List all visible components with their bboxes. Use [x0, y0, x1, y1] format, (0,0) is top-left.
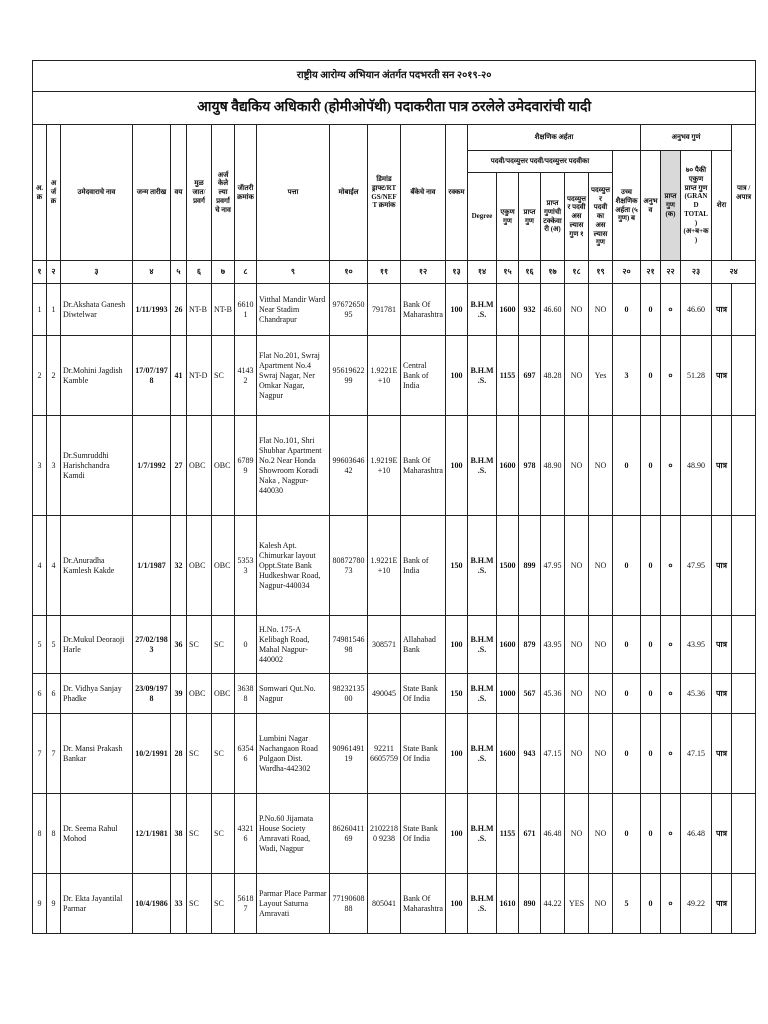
cell-degree: B.H.M.S. [468, 516, 497, 616]
cell-eligible: पात्र [712, 336, 732, 416]
cell-eligible: पात्र [712, 874, 732, 934]
cell-obtained: 899 [519, 516, 541, 616]
cell-fee: 100 [446, 794, 468, 874]
cell-sr: 5 [33, 616, 47, 674]
column-number: ५ [171, 261, 187, 284]
cell-age: 36 [171, 616, 187, 674]
column-number: ४ [133, 261, 171, 284]
header-fee: रक्कम [446, 125, 468, 261]
table-row [33, 794, 756, 874]
cell-grand: 49.22 [681, 874, 712, 934]
cell-receipt: 66101 [235, 284, 257, 336]
cell-higher: 0 [613, 284, 641, 336]
header-pg-group: पदवी/पदव्युत्तर पदवी/पदव्युत्तर पदवीका [468, 151, 613, 173]
cell-grand: 51.28 [681, 336, 712, 416]
cell-degree: B.H.M.S. [468, 416, 497, 516]
cell-eligible: पात्र [712, 714, 732, 794]
cell-name: Dr. Vidhya Sanjay Phadke [61, 674, 133, 714]
cell-dd: 805041 [368, 874, 401, 934]
cell-app: 5 [47, 616, 61, 674]
cell-bank: State Bank Of India [401, 794, 446, 874]
cell-sr: 8 [33, 794, 47, 874]
cell-receipt: 43216 [235, 794, 257, 874]
cell-address: Vitthal Mandir Ward Near Stadim Chandrapur [257, 284, 330, 336]
cell-pct: 47.15 [541, 714, 565, 794]
cell-higher: 0 [613, 416, 641, 516]
cell-remarks [732, 674, 756, 714]
cell-higher: 0 [613, 794, 641, 874]
cell-pgd: NO [589, 674, 613, 714]
cell-age: 38 [171, 794, 187, 874]
header-sr: अ. क्र [33, 125, 47, 261]
cell-category: OBC [212, 674, 235, 714]
cell-dob: 10/2/1991 [133, 714, 171, 794]
cell-receipt: 67899 [235, 416, 257, 516]
cell-dob: 1/1/1987 [133, 516, 171, 616]
cell-app: 8 [47, 794, 61, 874]
cell-obtained: 943 [519, 714, 541, 794]
column-number: १० [330, 261, 368, 284]
cell-exp: 0 [641, 794, 661, 874]
cell-fee: 100 [446, 616, 468, 674]
cell-sr: 6 [33, 674, 47, 714]
cell-pg: NO [565, 616, 589, 674]
cell-higher: 5 [613, 874, 641, 934]
column-number: ११ [368, 261, 401, 284]
header-age: वय [171, 125, 187, 261]
cell-grand: 43.95 [681, 616, 712, 674]
cell-category: SC [212, 714, 235, 794]
cell-pg: NO [565, 416, 589, 516]
cell-receipt: 53533 [235, 516, 257, 616]
cell-pgd: Yes [589, 336, 613, 416]
cell-dd: 1.9221E+10 [368, 336, 401, 416]
cell-fee: 150 [446, 516, 468, 616]
cell-exp: 0 [641, 336, 661, 416]
cell-age: 41 [171, 336, 187, 416]
cell-sr: 2 [33, 336, 47, 416]
column-number: २१ [641, 261, 661, 284]
cell-address: Kalesh Apt. Chimurkar layout Oppt.State Bank Hudkeshwar Road, Nagpur-440034 [257, 516, 330, 616]
header-percentage: प्राप्त गुणांची टक्केवारी (अ) [541, 173, 565, 261]
cell-total: 1600 [497, 616, 519, 674]
cell-exp: 0 [641, 516, 661, 616]
cell-pgd: NO [589, 516, 613, 616]
table-row [33, 336, 756, 416]
cell-pgd: NO [589, 794, 613, 874]
cell-obtained: 671 [519, 794, 541, 874]
cell-sr: 4 [33, 516, 47, 616]
cell-bank: State Bank Of India [401, 714, 446, 794]
cell-fee: 100 [446, 714, 468, 794]
cell-pg: NO [565, 674, 589, 714]
cell-expm: ० [661, 516, 681, 616]
cell-category: SC [212, 794, 235, 874]
cell-address: Flat No.201, Swraj Apartment No.4 Swraj Nagar, Ner Omkar Nagar, Nagpur [257, 336, 330, 416]
cell-higher: 0 [613, 714, 641, 794]
header-address: पत्ता [257, 125, 330, 261]
cell-caste: NT-D [187, 336, 212, 416]
table-row [33, 516, 756, 616]
header-degree: Degree [468, 173, 497, 261]
cell-caste: NT-B [187, 284, 212, 336]
cell-dd: 21022180 9238 [368, 794, 401, 874]
table-row [33, 416, 756, 516]
cell-fee: 150 [446, 674, 468, 714]
cell-dd: 1.9221E+10 [368, 516, 401, 616]
cell-expm: ० [661, 674, 681, 714]
cell-dob: 27/02/1983 [133, 616, 171, 674]
cell-age: 33 [171, 874, 187, 934]
cell-sr: 7 [33, 714, 47, 794]
cell-eligible: पात्र [712, 674, 732, 714]
cell-mobile: 9561962299 [330, 336, 368, 416]
header-grand-total: ७० पैकी एकुण प्राप्त गुण (GRAND TOTAL) (अ+ब+क) [681, 151, 712, 261]
column-number-row [33, 261, 756, 284]
table-row [33, 674, 756, 714]
cell-degree: B.H.M.S. [468, 714, 497, 794]
cell-obtained: 697 [519, 336, 541, 416]
cell-pg: NO [565, 336, 589, 416]
cell-exp: 0 [641, 714, 661, 794]
cell-dob: 12/1/1981 [133, 794, 171, 874]
cell-obtained: 567 [519, 674, 541, 714]
cell-pct: 46.60 [541, 284, 565, 336]
header-eligible: पात्र /अपात्र [732, 125, 756, 261]
cell-name: Dr. Mansi Prakash Bankar [61, 714, 133, 794]
column-number: ८ [235, 261, 257, 284]
cell-address: Somwari Qut.No. Nagpur [257, 674, 330, 714]
column-number: १४ [468, 261, 497, 284]
cell-degree: B.H.M.S. [468, 336, 497, 416]
cell-pg: YES [565, 874, 589, 934]
cell-caste: OBC [187, 416, 212, 516]
cell-pct: 48.28 [541, 336, 565, 416]
cell-bank: Allahabad Bank [401, 616, 446, 674]
cell-caste: SC [187, 714, 212, 794]
cell-eligible: पात्र [712, 616, 732, 674]
cell-total: 1500 [497, 516, 519, 616]
cell-mobile: 7498154698 [330, 616, 368, 674]
cell-grand: 48.90 [681, 416, 712, 516]
cell-expm: ० [661, 714, 681, 794]
document-title: राष्ट्रीय आरोग्य अभियान अंतर्गत पदभरती सन २०१९-२० [33, 61, 756, 92]
cell-higher: 3 [613, 336, 641, 416]
candidate-list-table [32, 60, 756, 934]
cell-receipt: 0 [235, 616, 257, 674]
cell-obtained: 932 [519, 284, 541, 336]
cell-remarks [732, 874, 756, 934]
cell-grand: 46.48 [681, 794, 712, 874]
cell-dob: 23/09/1978 [133, 674, 171, 714]
cell-remarks [732, 794, 756, 874]
cell-app: 7 [47, 714, 61, 794]
cell-sr: 1 [33, 284, 47, 336]
cell-grand: 47.95 [681, 516, 712, 616]
cell-total: 1600 [497, 416, 519, 516]
header-total-marks: एकुण गुण [497, 173, 519, 261]
header-receipt: जॅातरी क्रमांक [235, 125, 257, 261]
cell-expm: ० [661, 616, 681, 674]
cell-total: 1000 [497, 674, 519, 714]
column-number: १ [33, 261, 47, 284]
cell-caste: OBC [187, 516, 212, 616]
cell-degree: B.H.M.S. [468, 284, 497, 336]
cell-pg: NO [565, 284, 589, 336]
cell-total: 1155 [497, 794, 519, 874]
header-dd: डिमांड ड्राफ्ट/RTGS/NEFT क्रमांक [368, 125, 401, 261]
cell-name: Dr.Mohini Jagdish Kamble [61, 336, 133, 416]
header-pg-degree: पदव्युत्तर पदवी असल्यास गुण १ [565, 173, 589, 261]
cell-app: 1 [47, 284, 61, 336]
cell-pct: 47.95 [541, 516, 565, 616]
cell-category: OBC [212, 516, 235, 616]
cell-higher: 0 [613, 616, 641, 674]
header-dob: जन्म तारीख [133, 125, 171, 261]
cell-expm: ० [661, 416, 681, 516]
cell-total: 1155 [497, 336, 519, 416]
cell-total: 1600 [497, 284, 519, 336]
cell-address: Flat No.101, Shri Shubhar Apartment No.2 Near Honda Showroom Koradi Naka , Nagpur-440030 [257, 416, 330, 516]
cell-pgd: NO [589, 284, 613, 336]
cell-exp: 0 [641, 874, 661, 934]
cell-app: 9 [47, 874, 61, 934]
cell-pct: 48.90 [541, 416, 565, 516]
table-row [33, 874, 756, 934]
cell-name: Dr. Ekta Jayantilal Parmar [61, 874, 133, 934]
cell-dob: 10/4/1986 [133, 874, 171, 934]
cell-obtained: 879 [519, 616, 541, 674]
column-number: २४ [712, 261, 756, 284]
cell-age: 26 [171, 284, 187, 336]
cell-mobile: 9823213500 [330, 674, 368, 714]
cell-dob: 17/07/1978 [133, 336, 171, 416]
cell-total: 1610 [497, 874, 519, 934]
cell-eligible: पात्र [712, 516, 732, 616]
cell-obtained: 890 [519, 874, 541, 934]
cell-bank: Bank of India [401, 516, 446, 616]
cell-expm: ० [661, 794, 681, 874]
cell-expm: ० [661, 336, 681, 416]
cell-grand: 47.15 [681, 714, 712, 794]
column-number: २२ [661, 261, 681, 284]
cell-expm: ० [661, 874, 681, 934]
header-edu-group: शैक्षणिक अर्हता [468, 125, 641, 151]
cell-remarks [732, 616, 756, 674]
cell-dd: 308571 [368, 616, 401, 674]
cell-receipt: 56187 [235, 874, 257, 934]
cell-mobile: 8087278073 [330, 516, 368, 616]
cell-remarks [732, 416, 756, 516]
column-number: २० [613, 261, 641, 284]
cell-degree: B.H.M.S. [468, 616, 497, 674]
cell-remarks [732, 516, 756, 616]
cell-age: 27 [171, 416, 187, 516]
header-category: अर्ज केलेल्या प्रवर्गाचे नाव [212, 125, 235, 261]
cell-mobile: 7719060888 [330, 874, 368, 934]
header-bank: बॅंकेचे नाव [401, 125, 446, 261]
header-caste: मुळ जात/प्रवर्ग [187, 125, 212, 261]
column-number: ६ [187, 261, 212, 284]
cell-name: Dr. Seema Rahul Mohod [61, 794, 133, 874]
cell-pg: NO [565, 516, 589, 616]
cell-pgd: NO [589, 616, 613, 674]
cell-fee: 100 [446, 874, 468, 934]
cell-bank: Bank Of Maharashtra [401, 416, 446, 516]
cell-bank: Bank Of Maharashtra [401, 284, 446, 336]
cell-app: 6 [47, 674, 61, 714]
cell-name: Dr.Akshata Ganesh Diwtelwar [61, 284, 133, 336]
cell-pg: NO [565, 794, 589, 874]
cell-sr: 3 [33, 416, 47, 516]
cell-category: OBC [212, 416, 235, 516]
cell-caste: SC [187, 874, 212, 934]
cell-dob: 1/7/1992 [133, 416, 171, 516]
cell-dd: 1.9219E+10 [368, 416, 401, 516]
table-row [33, 714, 756, 794]
cell-caste: OBC [187, 674, 212, 714]
table-row [33, 284, 756, 336]
header-mobile: मोबाईल [330, 125, 368, 261]
cell-higher: 0 [613, 674, 641, 714]
column-number: १८ [565, 261, 589, 284]
cell-exp: 0 [641, 284, 661, 336]
column-number: १३ [446, 261, 468, 284]
cell-dd: 791781 [368, 284, 401, 336]
cell-eligible: पात्र [712, 794, 732, 874]
cell-name: Dr.Mukul Deoraoji Harle [61, 616, 133, 674]
cell-pgd: NO [589, 416, 613, 516]
column-number: १२ [401, 261, 446, 284]
header-exp-group: अनुभव गुणं [641, 125, 732, 151]
cell-app: 2 [47, 336, 61, 416]
cell-exp: 0 [641, 674, 661, 714]
cell-age: 28 [171, 714, 187, 794]
cell-pgd: NO [589, 874, 613, 934]
cell-pct: 43.95 [541, 616, 565, 674]
cell-age: 32 [171, 516, 187, 616]
cell-bank: Bank Of Maharashtra [401, 874, 446, 934]
cell-bank: Central Bank of India [401, 336, 446, 416]
cell-fee: 100 [446, 416, 468, 516]
header-pg-diploma: पदव्युत्तर पदवीका असल्यास गुण [589, 173, 613, 261]
cell-dd: 490045 [368, 674, 401, 714]
cell-sr: 9 [33, 874, 47, 934]
cell-degree: B.H.M.S. [468, 794, 497, 874]
column-number: ७ [212, 261, 235, 284]
cell-pct: 44.22 [541, 874, 565, 934]
column-number: ३ [61, 261, 133, 284]
column-number: २३ [681, 261, 712, 284]
cell-remarks [732, 284, 756, 336]
cell-address: H.No. 175-A Kelibagh Road, Mahal Nagpur-440002 [257, 616, 330, 674]
cell-age: 39 [171, 674, 187, 714]
cell-bank: State Bank Of India [401, 674, 446, 714]
cell-caste: SC [187, 616, 212, 674]
column-number: १९ [589, 261, 613, 284]
cell-dob: 1/11/1993 [133, 284, 171, 336]
cell-mobile: 9096149119 [330, 714, 368, 794]
column-number: १७ [541, 261, 565, 284]
header-higher-qual: उच्च शैक्षणिक अर्हता (५ गुण) ब [613, 151, 641, 261]
cell-name: Dr.Sumruddhi Harishchandra Kamdi [61, 416, 133, 516]
cell-degree: B.H.M.S. [468, 674, 497, 714]
header-exp-marks: प्राप्त गुण (क) [661, 151, 681, 261]
cell-dd: 92211 6605759 [368, 714, 401, 794]
cell-eligible: पात्र [712, 416, 732, 516]
cell-pg: NO [565, 714, 589, 794]
header-name: उमेदवाराचे नाव [61, 125, 133, 261]
column-number: ९ [257, 261, 330, 284]
cell-fee: 100 [446, 284, 468, 336]
cell-total: 1600 [497, 714, 519, 794]
cell-app: 3 [47, 416, 61, 516]
cell-obtained: 978 [519, 416, 541, 516]
cell-mobile: 9767265095 [330, 284, 368, 336]
cell-address: P.No.60 Jijamata House Society Amravati Road, Wadi, Nagpur [257, 794, 330, 874]
table-row [33, 616, 756, 674]
cell-expm: ० [661, 284, 681, 336]
header-exp-years: अनुभव [641, 151, 661, 261]
cell-category: SC [212, 616, 235, 674]
column-number: १५ [497, 261, 519, 284]
cell-grand: 45.36 [681, 674, 712, 714]
cell-name: Dr.Anuradha Kamlesh Kakde [61, 516, 133, 616]
cell-category: NT-B [212, 284, 235, 336]
cell-pct: 46.48 [541, 794, 565, 874]
column-number: १६ [519, 261, 541, 284]
document-subtitle: आयुष वैद्यकिय अधिकारी (होमीओपॅथी) पदाकरीता पात्र ठरलेले उमेदवारांची यादी [33, 92, 756, 125]
cell-grand: 46.60 [681, 284, 712, 336]
cell-address: Lumbini Nagar Nachangaon Road Pulgaon Dist. Wardha-442302 [257, 714, 330, 794]
cell-higher: 0 [613, 516, 641, 616]
header-app: अर्ज क्र [47, 125, 61, 261]
cell-fee: 100 [446, 336, 468, 416]
cell-pgd: NO [589, 714, 613, 794]
header-remarks: शेरा [712, 151, 732, 261]
cell-category: SC [212, 336, 235, 416]
cell-eligible: पात्र [712, 284, 732, 336]
cell-remarks [732, 714, 756, 794]
cell-receipt: 63546 [235, 714, 257, 794]
cell-caste: SC [187, 794, 212, 874]
cell-app: 4 [47, 516, 61, 616]
cell-address: Parmar Place Parmar Layout Saturna Amravati [257, 874, 330, 934]
cell-exp: 0 [641, 416, 661, 516]
cell-receipt: 36388 [235, 674, 257, 714]
column-number: २ [47, 261, 61, 284]
cell-pct: 45.36 [541, 674, 565, 714]
cell-mobile: 9960364642 [330, 416, 368, 516]
cell-category: SC [212, 874, 235, 934]
cell-mobile: 8626041169 [330, 794, 368, 874]
cell-exp: 0 [641, 616, 661, 674]
cell-receipt: 41432 [235, 336, 257, 416]
header-marks-obtained: प्राप्त गुण [519, 173, 541, 261]
cell-degree: B.H.M.S. [468, 874, 497, 934]
cell-remarks [732, 336, 756, 416]
